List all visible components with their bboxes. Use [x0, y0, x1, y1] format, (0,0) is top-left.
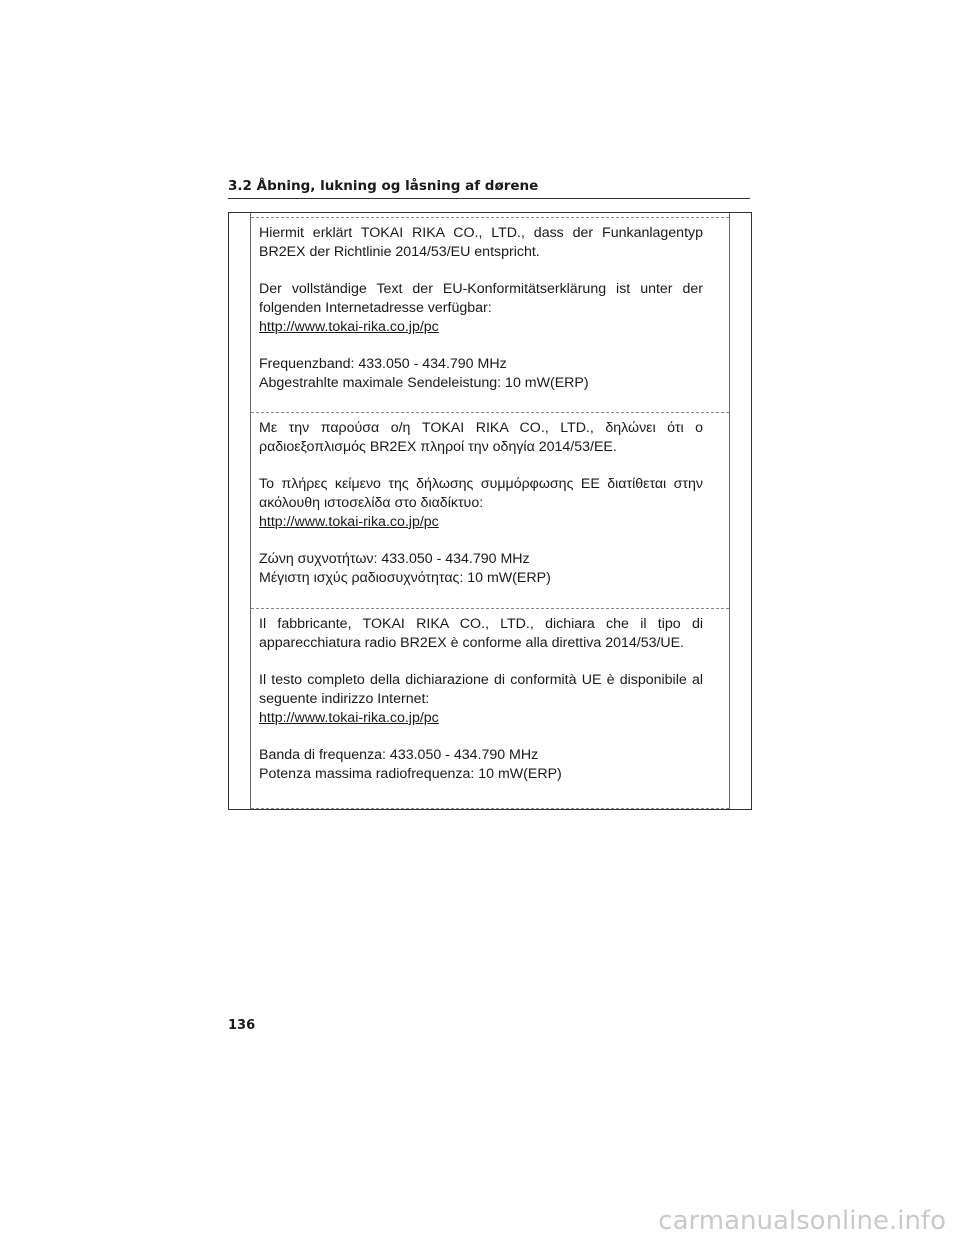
availability-text: Der vollständige Text der EU-Konformitätserklärung ist unter der folgenden Internetadresse verfügbar: — [259, 281, 703, 316]
frame-bottom-dashed-rule — [251, 808, 729, 809]
power-text: Abgestrahlte maximale Sendeleistung: 10 mW(ERP) — [259, 375, 589, 391]
page-number: 136 — [228, 1018, 256, 1033]
declaration-block-greek — [251, 412, 729, 588]
declaration-text: Hiermit erklärt TOKAI RIKA CO., LTD., dass der Funkanlagentyp BR2EX der Richtlinie 2014/53/EU entspricht. — [259, 225, 703, 260]
power-text: Potenza massima radiofrequenza: 10 mW(ERP) — [259, 766, 562, 782]
declaration-url-link[interactable]: http://www.tokai-rika.co.jp/pc — [259, 319, 439, 335]
watermark-text: carmanualsonline.info — [658, 1206, 946, 1236]
declaration-text: Il fabbricante, TOKAI RIKA CO., LTD., dichiara che il tipo di apparecchiatura radio BR2EX è conforme alla direttiva 2014/53/UE. — [259, 616, 703, 651]
frequency-text: Frequenzband: 433.050 - 434.790 MHz — [259, 356, 507, 372]
section-title: 3.2 Åbning, lukning og låsning af dørene — [228, 178, 750, 199]
frequency-text: Banda di frequenza: 433.050 - 434.790 MHz — [259, 747, 539, 763]
declaration-text: Με την παρούσα ο/η TOKAI RIKA CO., LTD., δηλώνει ότι ο ραδιοεξοπλισμός BR2EX πληροί την οδηγία 2014/53/ΕΕ. — [259, 420, 703, 455]
declaration-block-italian — [251, 608, 729, 784]
declaration-url-link[interactable]: http://www.tokai-rika.co.jp/pc — [259, 710, 439, 726]
availability-text: Το πλήρες κείμενο της δήλωσης συμμόρφωσης ΕΕ διατίθεται στην ακόλουθη ιστοσελίδα στο διαδίκτυο: — [259, 476, 703, 511]
power-text: Μέγιστη ισχύς ραδιοσυχνότητας: 10 mW(ERP) — [259, 570, 551, 586]
declaration-url-link[interactable]: http://www.tokai-rika.co.jp/pc — [259, 514, 439, 530]
frequency-text: Ζώνη συχνοτήτων: 433.050 - 434.790 MHz — [259, 551, 530, 567]
availability-text: Il testo completo della dichiarazione di conformità UE è disponibile al seguente indirizzo Internet: — [259, 672, 703, 707]
declaration-block-german — [251, 217, 729, 393]
frame-inner-right-rule — [729, 213, 730, 809]
declaration-frame — [228, 212, 752, 810]
